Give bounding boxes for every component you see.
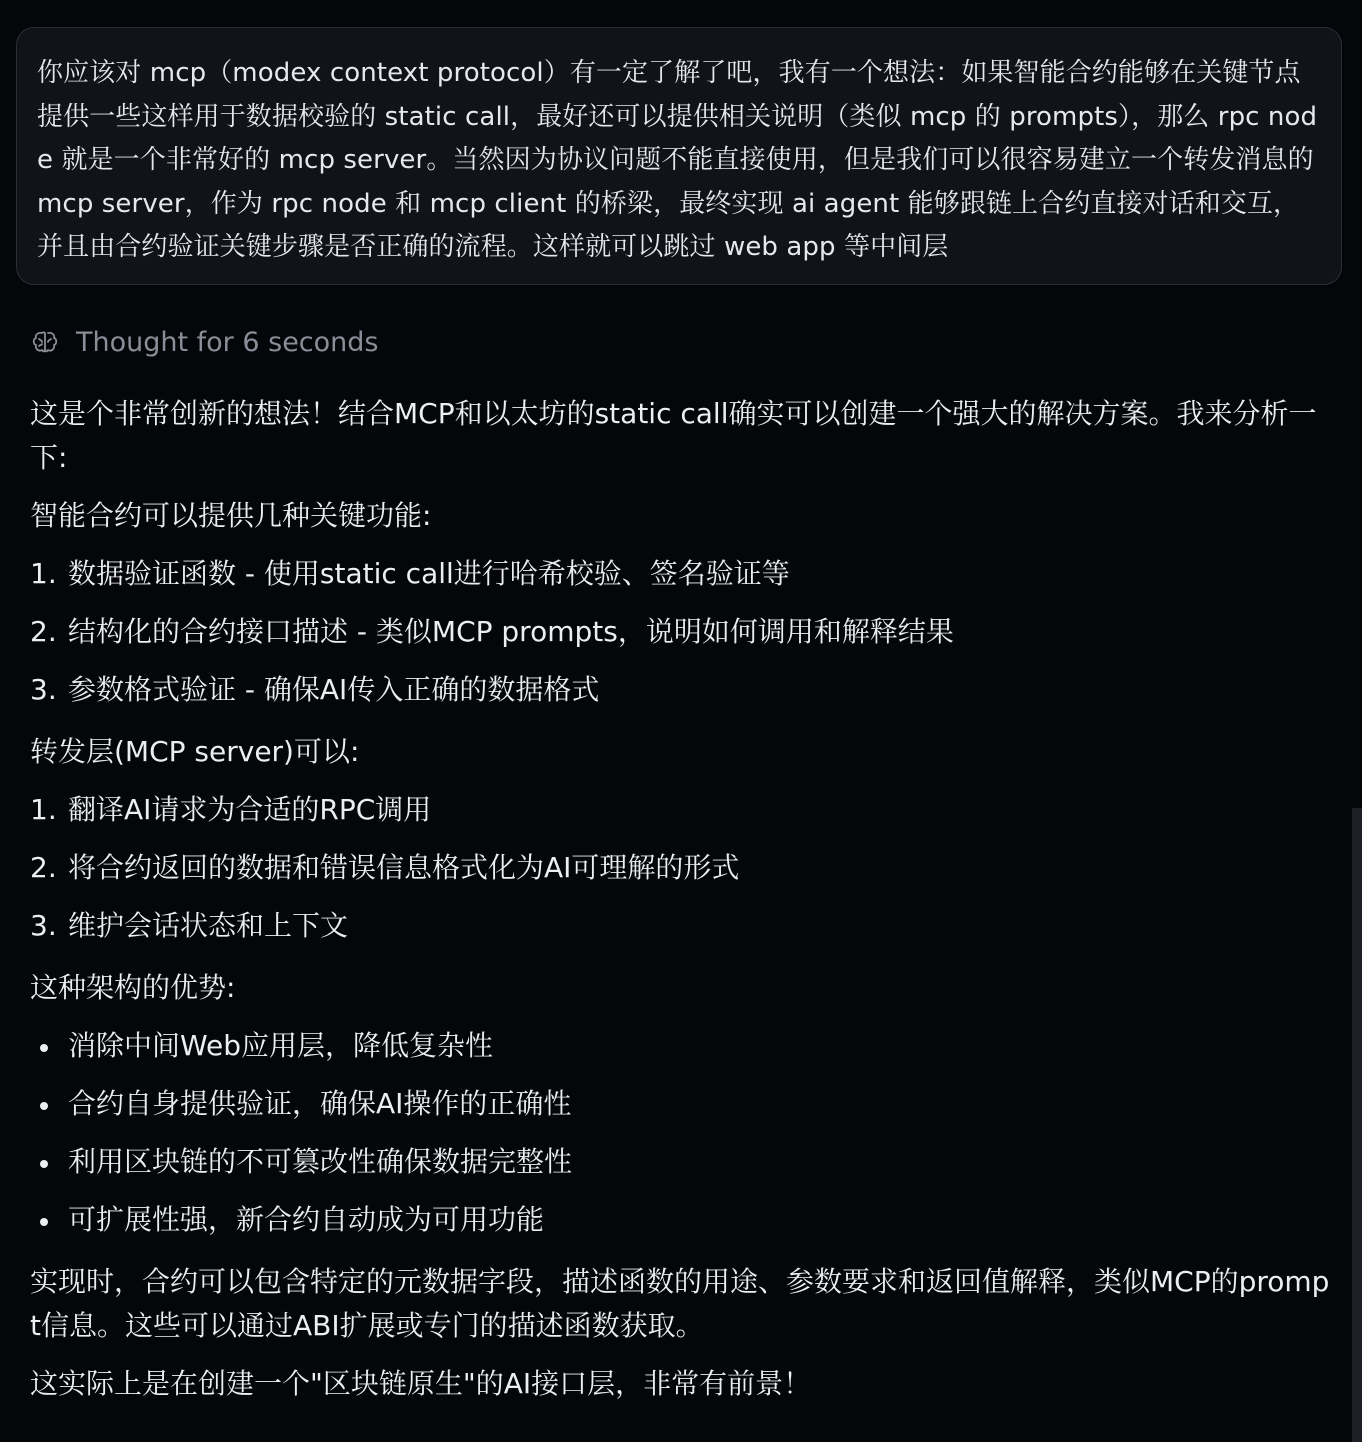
user-message-text: 你应该对 mcp（modex context protocol）有一定了解了吧，我有一个想法：如果智能合约能够在关键节点提供一些这样用于数据校验的 static call，最好还可以提供相关说明（类似 mcp 的 prompts），那么 rpc node 就是一个非常好的 mcp server。当然因为协议问题不能直接使用，但是我们可以很容易建立一个转发消息的 mcp server，作为 rpc node 和 mcp client 的桥梁，最终实现 ai agent 能够跟链上合约直接对话和交互，并且由合约验证关键步骤是否正确的流程。这样就可以跳过 web app 等中间层: [37, 58, 1318, 262]
bullet-list: [30, 1024, 1330, 1242]
list-item-text: 维护会话状态和上下文: [68, 909, 349, 942]
list-item: [30, 1082, 1330, 1126]
bullet-dot: [30, 1140, 68, 1184]
list-item-text: 利用区块链的不可篡改性确保数据完整性: [68, 1145, 573, 1178]
list-number: 3.: [30, 673, 57, 706]
list-item: [30, 788, 1330, 832]
list-item: [30, 904, 1330, 948]
list-item: [30, 1140, 1330, 1184]
list-item-text: 翻译AI请求为合适的RPC调用: [68, 793, 432, 826]
list-item-text: 参数格式验证 - 确保AI传入正确的数据格式: [68, 673, 600, 706]
assistant-response: [30, 392, 1330, 1406]
list-item: [30, 610, 1330, 654]
scrollbar[interactable]: [1352, 808, 1362, 1442]
list-item: [30, 1024, 1330, 1068]
list-number: 1.: [30, 793, 57, 826]
bullet-dot: [30, 1024, 68, 1068]
list-item-text: 消除中间Web应用层，降低复杂性: [68, 1029, 494, 1062]
thought-toggle[interactable]: [30, 322, 378, 362]
list-item-text: 可扩展性强，新合约自动成为可用功能: [68, 1203, 545, 1236]
section-heading: 这种架构的优势:: [30, 971, 236, 1004]
bullet-dot: [30, 1082, 68, 1126]
list-item: [30, 1198, 1330, 1242]
list-item: [30, 668, 1330, 712]
list-number: 2.: [30, 851, 57, 884]
list-item-text: 结构化的合约接口描述 - 类似MCP prompts，说明如何调用和解释结果: [68, 615, 954, 648]
numbered-list: [30, 552, 1330, 712]
list-item-text: 合约自身提供验证，确保AI操作的正确性: [68, 1087, 572, 1120]
list-item: [30, 846, 1330, 890]
list-item: [30, 552, 1330, 596]
list-item-text: 将合约返回的数据和错误信息格式化为AI可理解的形式: [68, 851, 740, 884]
list-number: 3.: [30, 909, 57, 942]
thought-label: Thought for 6 seconds: [76, 326, 379, 358]
list-number: 1.: [30, 557, 57, 590]
bullet-dot: [30, 1198, 68, 1242]
response-intro: 这是个非常创新的想法！结合MCP和以太坊的static call确实可以创建一个强大的解决方案。我来分析一下:: [30, 397, 1317, 474]
list-item-text: 数据验证函数 - 使用static call进行哈希校验、签名验证等: [68, 557, 790, 590]
implementation-paragraph: 实现时，合约可以包含特定的元数据字段，描述函数的用途、参数要求和返回值解释，类似MCP的prompt信息。这些可以通过ABI扩展或专门的描述函数获取。: [30, 1265, 1330, 1342]
numbered-list: [30, 788, 1330, 948]
closing-paragraph: 这实际上是在创建一个"区块链原生"的AI接口层，非常有前景！: [30, 1367, 812, 1400]
section-heading: 智能合约可以提供几种关键功能:: [30, 499, 432, 532]
brain-icon: [30, 327, 60, 357]
list-number: 2.: [30, 615, 57, 648]
section-heading: 转发层(MCP server)可以:: [30, 735, 360, 768]
user-message-bubble: [16, 27, 1342, 285]
